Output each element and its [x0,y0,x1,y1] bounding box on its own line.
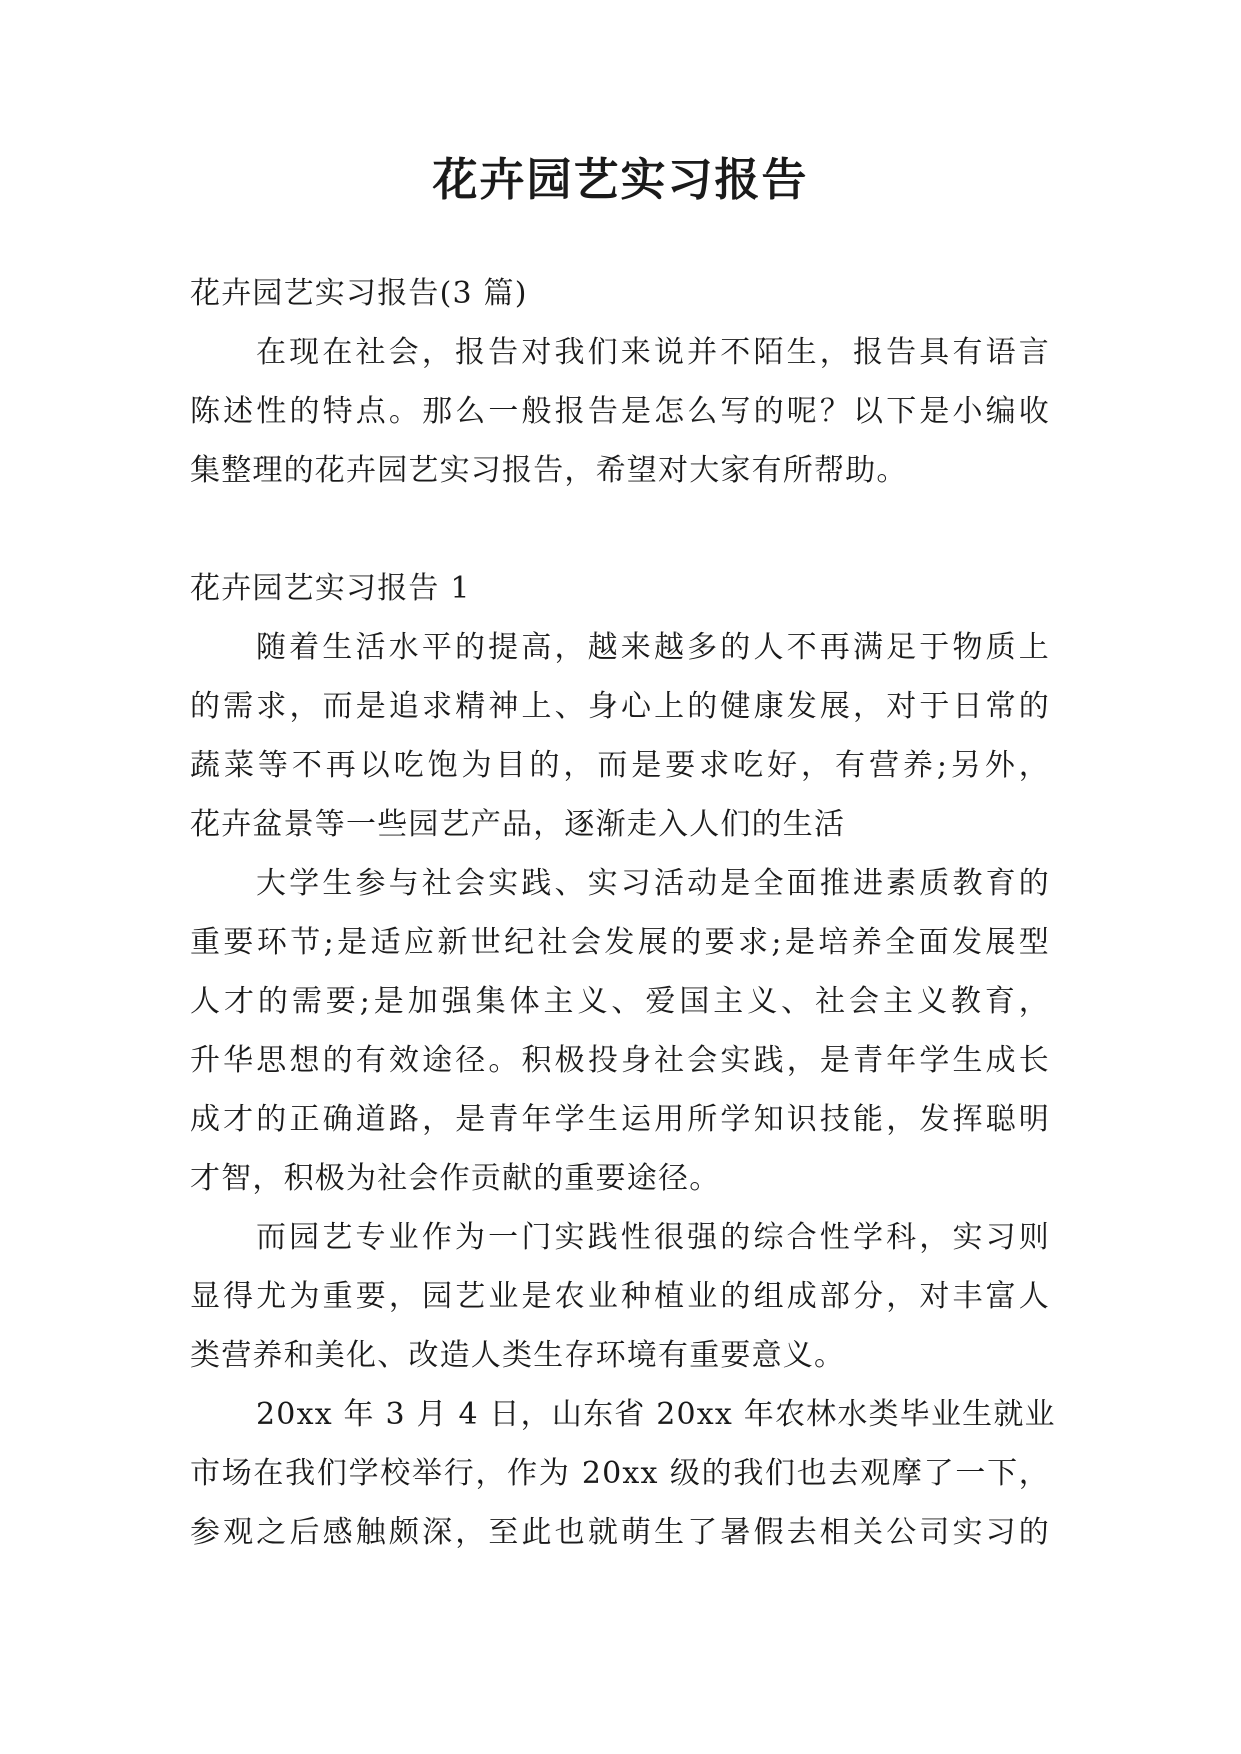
paragraph-line: 大学生参与社会实践、实习活动是全面推进素质教育的 [256,866,1050,901]
paragraph-line: 参观之后感触颇深，至此也就萌生了暑假去相关公司实习的 [190,1515,1050,1550]
document-subtitle: 花卉园艺实习报告(3 篇) [190,276,528,311]
paragraph-line: 20xx 年 3 月 4 日，山东省 20xx 年农林水类毕业生就业 [256,1397,1056,1432]
paragraph-4 [190,1385,1056,1562]
paragraph-line: 才智，积极为社会作贡献的重要途径。 [190,1161,721,1196]
paragraph-line: 人才的需要;是加强集体主义、爱国主义、社会主义教育， [190,984,1050,1019]
paragraph-line: 的需求，而是追求精神上、身心上的健康发展，对于日常的 [190,689,1050,724]
paragraph-line: 而园艺专业作为一门实践性很强的综合性学科，实习则 [256,1220,1050,1255]
paragraph-line: 市场在我们学校举行，作为 20xx 级的我们也去观摩了一下， [190,1456,1050,1491]
paragraph-1 [190,618,1050,854]
paragraph-line: 升华思想的有效途径。积极投身社会实践，是青年学生成长 [190,1043,1050,1078]
section-heading: 花卉园艺实习报告 1 [190,571,471,606]
document-body [190,264,1056,1562]
paragraph-line: 重要环节;是适应新世纪社会发展的要求;是培养全面发展型 [190,925,1050,960]
paragraph-line: 随着生活水平的提高，越来越多的人不再满足于物质上 [256,630,1050,665]
intro-line: 集整理的花卉园艺实习报告，希望对大家有所帮助。 [190,453,908,488]
intro-line: 在现在社会，报告对我们来说并不陌生，报告具有语言 [256,335,1050,370]
paragraph-line: 成才的正确道路，是青年学生运用所学知识技能，发挥聪明 [190,1102,1050,1137]
paragraph-line: 花卉盆景等一些园艺产品，逐渐走入人们的生活 [190,807,846,842]
intro-line: 陈述性的特点。那么一般报告是怎么写的呢？以下是小编收 [190,394,1050,429]
intro-paragraph [190,323,1050,500]
paragraph-gap [190,500,1050,559]
document-title: 花卉园艺实习报告 [432,153,809,206]
paragraph-3 [190,1208,1050,1385]
paragraph-line: 蔬菜等不再以吃饱为目的，而是要求吃好，有营养;另外， [190,748,1050,783]
paragraph-2 [190,854,1050,1208]
paragraph-line: 显得尤为重要，园艺业是农业种植业的组成部分，对丰富人 [190,1279,1050,1314]
paragraph-line: 类营养和美化、改造人类生存环境有重要意义。 [190,1338,846,1373]
